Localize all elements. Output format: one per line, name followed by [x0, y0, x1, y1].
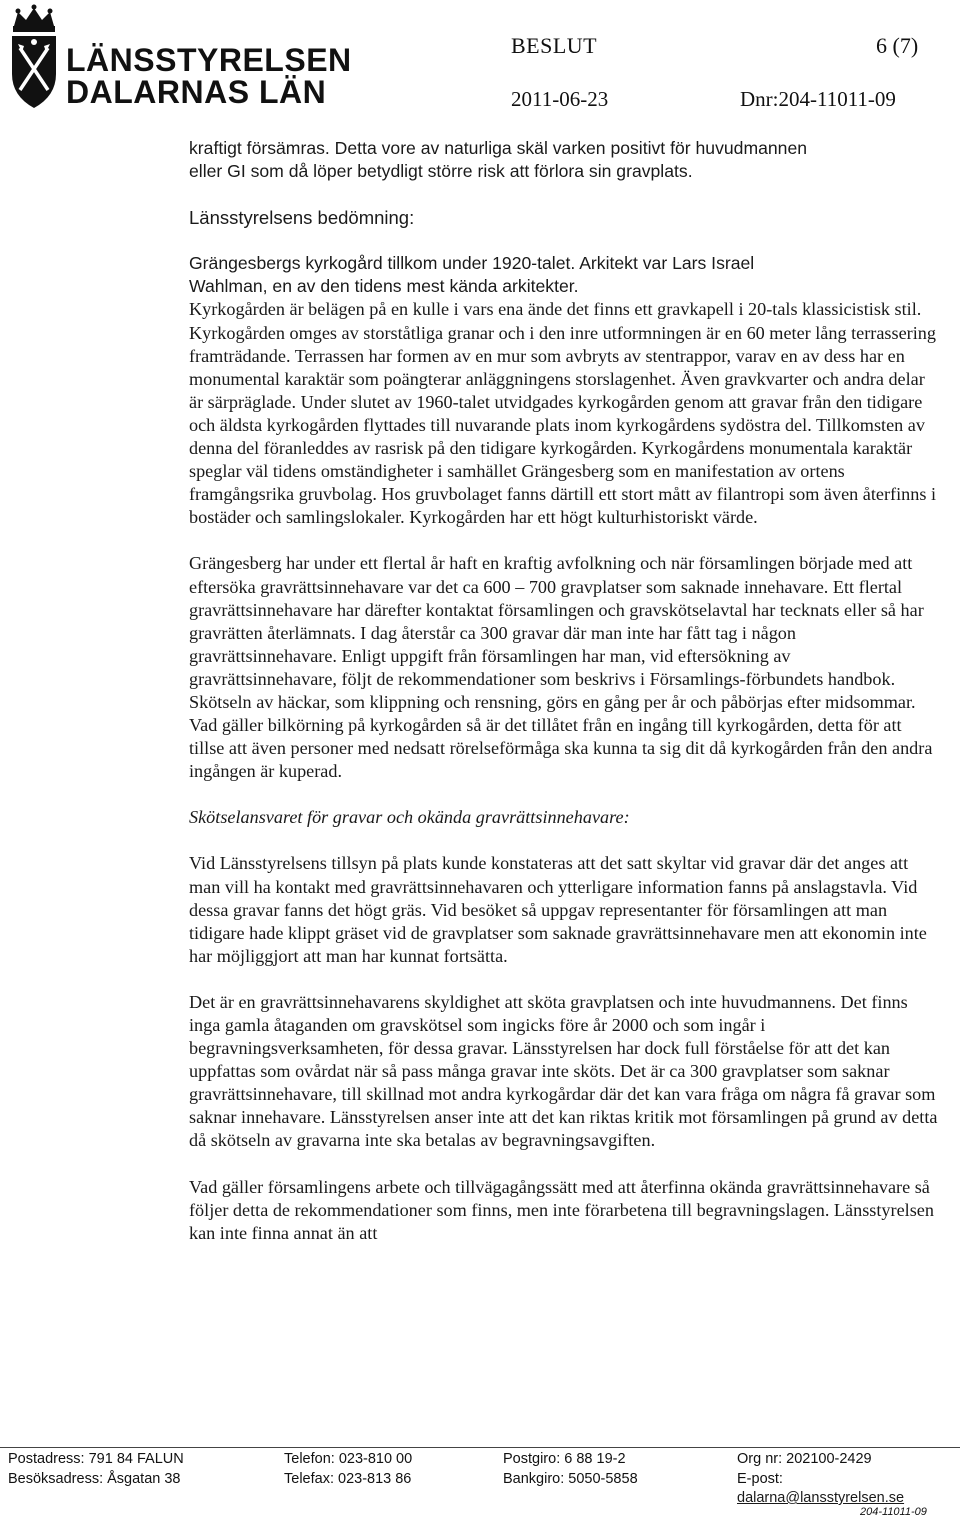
footer-email-label: E-post:	[737, 1471, 783, 1487]
footer-email-link[interactable]: dalarna@lansstyrelsen.se	[737, 1490, 905, 1506]
document-date: 2011-06-23	[511, 87, 609, 111]
footer-visit-address: Besöksadress: Åsgatan 38	[8, 1471, 181, 1487]
footer-divider	[0, 1447, 960, 1448]
paragraph-1-line-1: Grängesbergs kyrkogård tillkom under 1920-talet. Arkitekt var Lars Israel	[189, 253, 755, 274]
footer-fax: Telefax: 023-813 86	[284, 1471, 412, 1487]
page-number: 6 (7)	[876, 33, 919, 58]
paragraph-3: Vid Länsstyrelsens tillsyn på plats kunde konstateras att det satt skyltar vid gravar där det anges att man vill ha kontakt med gravrättsinnehavaren och ytterligare information fanns på anslagstavla. Vid dessa gravar fanns det högt gräs. Vid besöket så uppgav representanter för församlingen att man tidigare hade klippt gräset vid de gravplatser som saknade gravrättsinnehavare men att ekonomin inte har möjliggjort att man har kunnat fortsätta.	[189, 853, 927, 966]
document-body	[189, 137, 939, 1245]
intro-line-2: eller GI som då löper betydligt större risk att förlora sin gravplats.	[189, 161, 693, 182]
footer-reference: 204-11011-09	[860, 1506, 927, 1518]
paragraph-5: Vad gäller församlingens arbete och tillvägagångssätt med att återfinna okända gravrättsinnehavare så följer detta de rekommendationer som finns, men inte förarbetena till begravningslagen. Länsstyrelsen kan inte finna annat än att	[189, 1176, 934, 1243]
footer-postgiro: Postgiro: 6 88 19-2	[503, 1451, 626, 1467]
crown-crest-icon	[4, 4, 64, 112]
paragraph-4: Det är en gravrättsinnehavarens skyldighet att sköta gravplatsen och inte huvudmannens. Det finns inga gamla åtaganden om gravskötsel som ingicks före år 2000 och som ingår i begravningsverksamheten, för dessa gravar. Länsstyrelsen har dock full förståelse för att det kan uppfattas som ovårdat när så pass många gravar inte sköts. Det är ca 300 gravplatser som saknar gravrättsinnehavare, till skillnad mot andra kyrkogårdar där det kan vara fråga om några få gravar som saknar innehavare. Länsstyrelsen anser inte att det kan riktas kritik mot församlingen på grund av detta då skötseln av gravarna inte ska betalas av begravningsavgiften.	[189, 991, 938, 1151]
diary-number: Dnr:204-11011-09	[740, 87, 896, 111]
paragraph-2: Grängesberg har under ett flertal år haft en kraftig avfolkning och när församlingen började med att eftersöka gravrättsinnehavare var det ca 600 – 700 gravplatser som saknade innehavare. Ett flertal gravrättsinnehavare har därefter kontaktat församlingen och gravskötselavtal har tecknats eller så har gravrätten återlämnats. I dag återstår ca 300 gravar där man inte har fått tag i någon gravrättsinnehavare. Enligt uppgift från församlingen har man, vid eftersökning av gravrättsinnehavare, följt de rekommendationer som beskrivs i Församlings-förbundets handbok. Skötseln av häckar, som klippning och rensning, görs en gång per år och påbörjas efter midsommar. Vad gäller bilkörning på kyrkogården så är det tillåtet från en ingång till kyrkogården, detta för att tillse att även personer med nedsatt rörelseförmåga ska kunna ta sig dit då kyrkogården från den andra ingången är kuperad.	[189, 553, 933, 782]
footer-bankgiro: Bankgiro: 5050-5858	[503, 1471, 638, 1487]
intro-line-1: kraftigt försämras. Detta vore av naturliga skäl varken positivt för huvudmannen	[189, 138, 808, 158]
paragraph-1-body: Kyrkogården är belägen på en kulle i vars ena ände det finns ett gravkapell i 20-tals klassicistisk stil. Kyrkogården omges av storståtliga granar och i den inre utformningen är en 60 meter lång terrassering framträdande. Terrassen har formen av en mur som avbryts av stentrappor, varav en av dess har en monumental karaktär som poängterar anläggningens storslagenhet. Även gravkvarter och andra delar är särpräglade. Under slutet av 1960-talet utvidgades kyrkogården genom att gravar från den tidigare och äldsta kyrkogården flyttades till nuvarande plats inom kyrkogårdens sydöstra del. Tillkomsten av denna del föranleddes av rasrisk på den tidigare kyrkogården. Kyrkogårdens monumentala karaktär speglar väl tidens omständigheter i samhället Grängesberg som en manifestation av ortens framgångsrika gruvbolag. Hos gruvbolaget fanns därtill ett stort mått av filantropi som även återfinns i bostäder och samlingslokaler. Kyrkogården har ett högt kulturhistoriskt värde.	[189, 299, 937, 528]
footer-phone: Telefon: 023-810 00	[284, 1451, 413, 1467]
footer-org-number: Org nr: 202100-2429	[737, 1451, 872, 1467]
lansstyrelsen-logo	[4, 4, 352, 114]
assessment-heading: Länsstyrelsens bedömning:	[189, 207, 415, 229]
document-type: BESLUT	[511, 33, 598, 58]
paragraph-1-line-2: Wahlman, en av den tidens mest kända arkitekter.	[189, 276, 579, 297]
footer-postal-address: Postadress: 791 84 FALUN	[8, 1451, 184, 1467]
logo-line2: DALARNAS LÄN	[66, 74, 327, 110]
logo-line1: LÄNSSTYRELSEN	[66, 42, 352, 78]
subheading-maintenance: Skötselansvaret för gravar och okända gravrättsinnehavare:	[189, 807, 630, 828]
